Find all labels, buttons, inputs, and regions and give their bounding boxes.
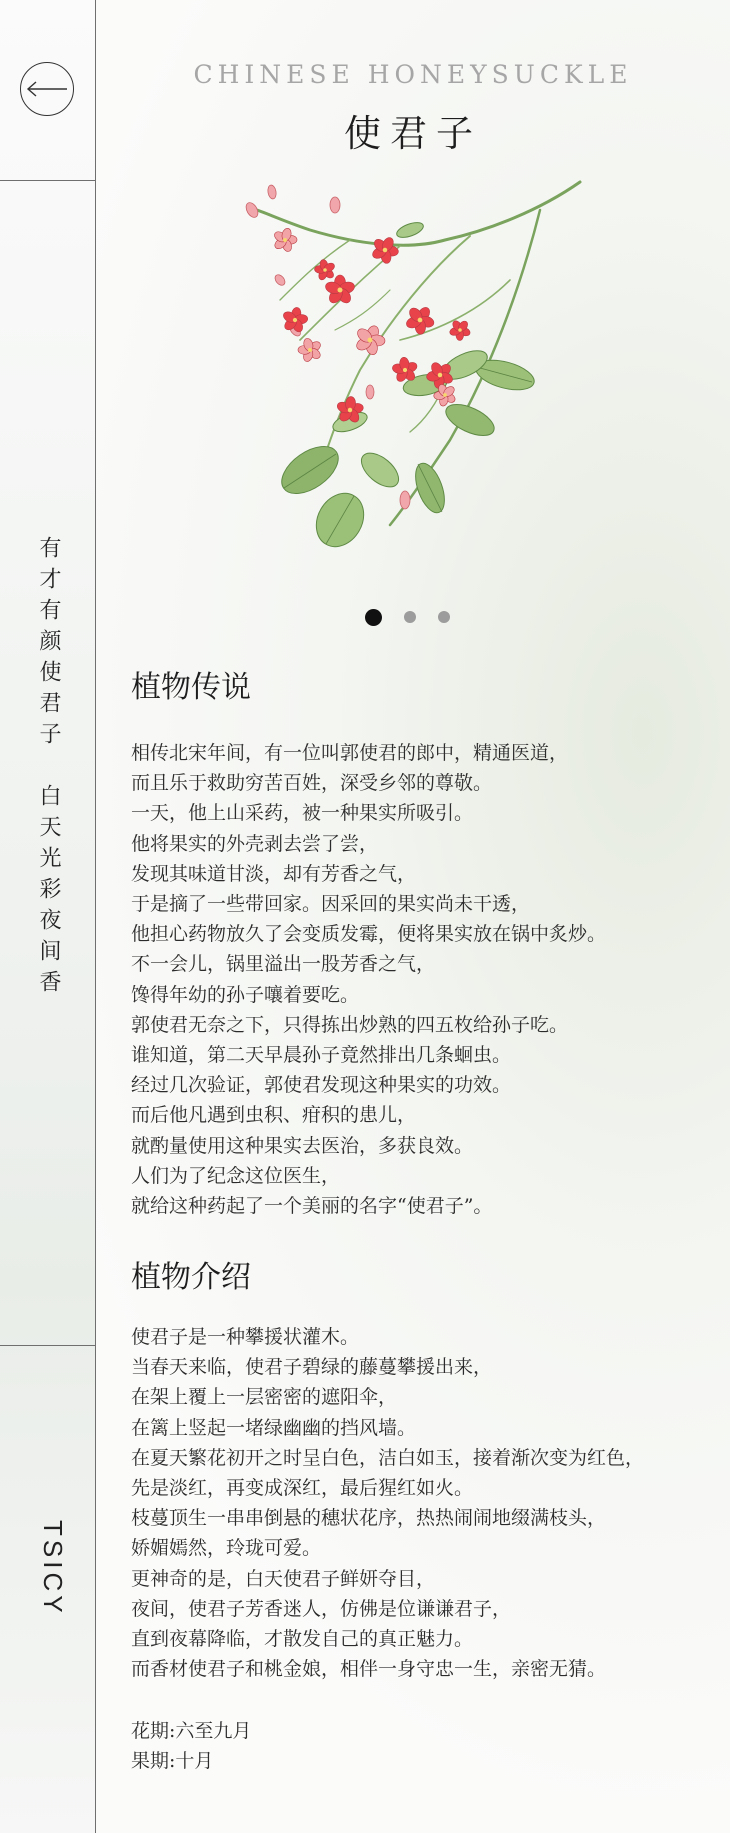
flower-blossom [282, 307, 309, 334]
sidebar-motto: 有才有颜使君子 白天光彩夜间香 [36, 536, 61, 1001]
legend-line: 不一会儿，锅里溢出一股芳香之气， [131, 953, 436, 976]
intro-line: 先是淡红，再变成深红，最后猩红如火。 [131, 1477, 474, 1500]
legend-line: 于是摘了一些带回家。因采回的果实尚未干透， [131, 893, 531, 916]
intro-line: 在夏天繁花初开之时呈白色，洁白如玉，接着渐次变为红色， [131, 1446, 645, 1469]
legend-line: 发现其味道甘淡，却有芳香之气， [131, 862, 417, 885]
flower-blossom [449, 319, 471, 340]
intro-line: 更神奇的是，白天使君子鲜妍夺目， [131, 1567, 436, 1590]
legend-line: 人们为了纪念这位医生， [131, 1164, 341, 1187]
intro-line: 直到夜幕降临，才散发自己的真正魅力。 [131, 1628, 474, 1651]
legend-line: 他将果实的外壳剥去尝了尝， [131, 832, 379, 855]
legend-line: 就给这种药起了一个美丽的名字“使君子”。 [131, 1195, 493, 1218]
intro-line: 而香材使君子和桃金娘，相伴一身守忠一生，亲密无猜。 [131, 1658, 607, 1681]
carousel-dots [365, 607, 450, 627]
intro-paragraph [131, 1322, 711, 1684]
sidebar [0, 0, 96, 1833]
intro-line: 在篱上竖起一堵绿幽幽的挡风墙。 [131, 1416, 417, 1439]
legend-line: 郭使君无奈之下，只得拣出炒熟的四五枚给孙子吃。 [131, 1013, 569, 1036]
plant-illustration [240, 170, 600, 560]
legend-line: 而后他凡遇到虫积、疳积的患儿， [131, 1104, 417, 1127]
intro-line: 在架上覆上一层密密的遮阳伞， [131, 1386, 398, 1409]
intro-line: 夜间，使君子芳香迷人，仿佛是位谦谦君子， [131, 1597, 512, 1620]
intro-line: 当春天来临，使君子碧绿的藤蔓攀援出来， [131, 1356, 493, 1379]
carousel-dot-1[interactable] [365, 609, 382, 626]
intro-section-title: 植物介绍 [131, 1260, 251, 1295]
flower-blossom [354, 324, 385, 356]
sidebar-divider-bottom [0, 1345, 96, 1346]
legend-line: 他担心药物放久了会变质发霉，便将果实放在锅中炙炒。 [131, 923, 607, 946]
arrow-left-icon [25, 81, 69, 97]
fruiting-period: 果期:十月 [131, 1750, 214, 1773]
sidebar-brand: TSICY [38, 1520, 68, 1617]
english-title: CHINESE HONEYSUCKLE [193, 60, 633, 89]
legend-line: 经过几次验证，郭使君发现这种果实的功效。 [131, 1074, 512, 1097]
carousel-dot-2[interactable] [404, 611, 416, 623]
flower-blossom [298, 337, 322, 363]
sidebar-divider-top [0, 180, 96, 181]
legend-line: 而且乐于救助穷苦百姓，深受乡邻的尊敬。 [131, 772, 493, 795]
flower-blossom [314, 259, 336, 281]
intro-line: 娇媚嫣然，玲珑可爱。 [131, 1537, 322, 1560]
phenology-info [131, 1716, 711, 1776]
legend-paragraph [131, 738, 711, 1221]
flowering-period: 花期:六至九月 [131, 1720, 252, 1742]
page-header [96, 60, 730, 157]
intro-line: 使君子是一种攀援状灌木。 [131, 1326, 360, 1348]
back-button[interactable] [20, 62, 74, 116]
legend-line: 一天，他上山采药，被一种果实所吸引。 [131, 802, 474, 825]
legend-line: 就酌量使用这种果实去医治，多获良效。 [131, 1134, 474, 1157]
chinese-title: 使君子 [344, 112, 482, 155]
intro-line: 枝蔓顶生一串串倒悬的穗状花序，热热闹闹地缀满枝头， [131, 1507, 607, 1530]
legend-line: 谁知道，第二天早晨孙子竟然排出几条蛔虫。 [131, 1044, 512, 1067]
flower-blossom [371, 236, 399, 264]
legend-line: 相传北宋年间，有一位叫郭使君的郎中，精通医道， [131, 742, 569, 764]
flower-blossom [273, 227, 298, 253]
legend-line: 馋得年幼的孙子嚷着要吃。 [131, 983, 360, 1006]
legend-section-title: 植物传说 [131, 670, 251, 705]
carousel-dot-3[interactable] [438, 611, 450, 623]
